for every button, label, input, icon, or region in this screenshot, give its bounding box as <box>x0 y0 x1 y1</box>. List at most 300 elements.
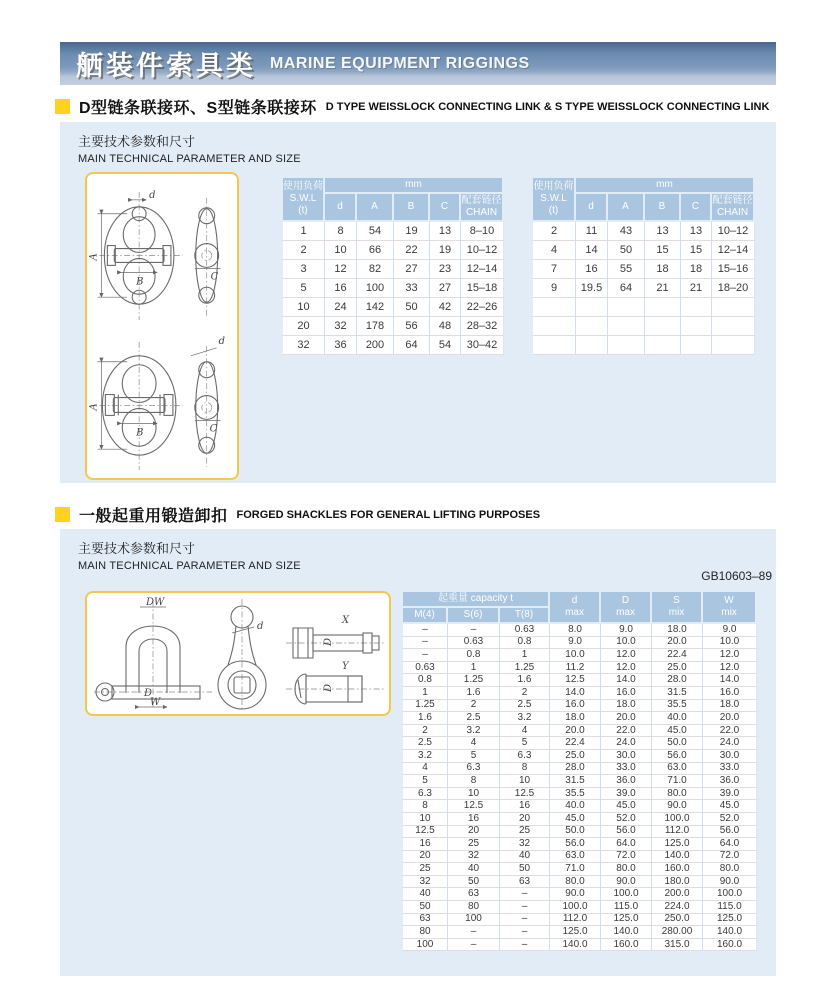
table-cell: 40 <box>500 851 550 864</box>
table-cell: 16 <box>576 260 608 279</box>
dim-label-A: A <box>88 253 100 261</box>
table-cell: 71.0 <box>550 863 601 876</box>
table-row <box>403 888 757 901</box>
table-cell: 10 <box>500 775 550 788</box>
chain-header: 配套链径 CHAIN <box>712 194 755 222</box>
table-cell: 12.5 <box>500 788 550 801</box>
table-cell: 2.5 <box>403 737 448 750</box>
table-cell <box>681 298 712 317</box>
connecting-link-drawing-box <box>85 172 239 480</box>
table-row <box>403 737 757 750</box>
subtitle-en: MAIN TECHNICAL PARAMETER AND SIZE <box>78 560 301 572</box>
table-cell: 80.0 <box>703 863 757 876</box>
table-cell: 1.6 <box>448 687 500 700</box>
col-A: A <box>608 194 645 222</box>
table-cell: 100.0 <box>601 888 652 901</box>
table-row <box>403 662 757 675</box>
table-cell: 36.0 <box>703 775 757 788</box>
table-cell: 16 <box>500 800 550 813</box>
col-S-mix: S mix <box>652 592 703 624</box>
table-cell: 64 <box>608 279 645 298</box>
table-cell: 2 <box>533 222 576 241</box>
table-cell: 140.0 <box>601 926 652 939</box>
table-cell: 125.0 <box>601 914 652 927</box>
table-cell: 39.0 <box>601 788 652 801</box>
table-cell: 7 <box>533 260 576 279</box>
swl-header: 使用负荷 S.W.L (t) <box>533 178 576 222</box>
table-cell: 48 <box>430 317 461 336</box>
table-cell: – <box>403 649 448 662</box>
dim-label-C: C <box>210 271 219 283</box>
table-cell: 0.8 <box>448 649 500 662</box>
d-type-link-drawing <box>87 176 237 326</box>
table-cell: 28.0 <box>550 763 601 776</box>
table-cell: 32 <box>283 336 325 355</box>
table-cell: 80.0 <box>550 876 601 889</box>
col-B: B <box>645 194 681 222</box>
table-cell: 33 <box>394 279 430 298</box>
pin-x-label: X <box>342 614 350 626</box>
table-cell: 6.3 <box>403 788 448 801</box>
table-cell: 80 <box>448 901 500 914</box>
table-cell: 72.0 <box>601 851 652 864</box>
table-cell: 6.3 <box>448 763 500 776</box>
table-cell: 27 <box>430 279 461 298</box>
subtitle-zh: 主要技术参数和尺寸 <box>78 541 196 556</box>
dim-label-d: d <box>149 189 156 201</box>
table-cell: 10.0 <box>550 649 601 662</box>
table-cell: 100.0 <box>703 888 757 901</box>
table-cell: 1.25 <box>500 662 550 675</box>
table-cell: 56 <box>394 317 430 336</box>
table-cell: 22–26 <box>461 298 504 317</box>
table-row <box>403 637 757 650</box>
table-cell: 71.0 <box>652 775 703 788</box>
table-cell: 15–18 <box>461 279 504 298</box>
dim-label-d: d <box>218 335 225 347</box>
table-cell: 9.0 <box>550 637 601 650</box>
subtitle-zh: 主要技术参数和尺寸 <box>78 134 196 149</box>
table-cell: 100.0 <box>652 813 703 826</box>
table-row <box>403 750 757 763</box>
table-cell: 10 <box>403 813 448 826</box>
section1-subtitle <box>78 131 301 165</box>
table-cell: 11.2 <box>550 662 601 675</box>
table-row <box>533 279 755 298</box>
table-cell: 4 <box>500 725 550 738</box>
table-cell: 1 <box>448 662 500 675</box>
table-cell: 140.0 <box>550 939 601 952</box>
table-cell: 21 <box>645 279 681 298</box>
table-cell: 8 <box>403 800 448 813</box>
table-cell: 125.0 <box>652 838 703 851</box>
table-cell: – <box>403 637 448 650</box>
table-row <box>283 279 504 298</box>
table-row <box>533 260 755 279</box>
table-cell <box>712 317 755 336</box>
section2-panel <box>60 529 776 976</box>
section2-subtitle <box>78 538 301 572</box>
table-cell <box>608 317 645 336</box>
table-cell: 200.0 <box>652 888 703 901</box>
table-cell: 24 <box>325 298 357 317</box>
table-cell: 100.0 <box>550 901 601 914</box>
table-cell: 63 <box>403 914 448 927</box>
table-cell: 56.0 <box>652 750 703 763</box>
table-cell: 125.0 <box>550 926 601 939</box>
table-cell: 16 <box>325 279 357 298</box>
capacity-header: 起重量 capacity t <box>403 592 550 608</box>
table-cell: 1 <box>500 649 550 662</box>
table-cell: 19 <box>394 222 430 241</box>
table-cell: 25 <box>500 826 550 839</box>
table-cell: 40 <box>403 888 448 901</box>
table-row <box>533 241 755 260</box>
table-cell: 28–32 <box>461 317 504 336</box>
table-cell: 21 <box>681 279 712 298</box>
table-row <box>283 222 504 241</box>
table-cell: – <box>500 901 550 914</box>
table-cell <box>576 317 608 336</box>
table-cell: 52.0 <box>601 813 652 826</box>
table-cell: 18.0 <box>601 700 652 713</box>
section1-title-en: D TYPE WEISSLOCK CONNECTING LINK & S TYPE WEISSLOCK CONNECTING LINK <box>325 100 770 113</box>
table-cell: 12 <box>325 260 357 279</box>
col-M4: M(4) <box>403 608 448 624</box>
table-cell: 45.0 <box>601 800 652 813</box>
table-cell: 178 <box>357 317 394 336</box>
table-row <box>403 624 757 637</box>
table-cell: 15 <box>645 241 681 260</box>
table-cell: 5 <box>448 750 500 763</box>
table-cell: 13 <box>681 222 712 241</box>
table-cell: 8.0 <box>550 624 601 637</box>
table-cell <box>681 336 712 355</box>
table-cell <box>608 336 645 355</box>
table-cell: 13 <box>430 222 461 241</box>
table-cell: 18.0 <box>652 624 703 637</box>
table-cell: 45.0 <box>550 813 601 826</box>
table-cell: 33.0 <box>601 763 652 776</box>
table-row <box>403 712 757 725</box>
table-cell: 32 <box>448 851 500 864</box>
table-cell: 15–16 <box>712 260 755 279</box>
table-cell: 32 <box>325 317 357 336</box>
table-cell: 250.0 <box>652 914 703 927</box>
table-cell: 15 <box>681 241 712 260</box>
table-cell: 12.5 <box>448 800 500 813</box>
col-C: C <box>430 194 461 222</box>
table-cell: 16 <box>448 813 500 826</box>
table-cell <box>712 336 755 355</box>
table-row <box>403 863 757 876</box>
table-cell: 32 <box>403 876 448 889</box>
table-cell: 63 <box>448 888 500 901</box>
col-d-max: d max <box>550 592 601 624</box>
table-cell <box>608 298 645 317</box>
table-cell: 55 <box>608 260 645 279</box>
table-cell: 18 <box>681 260 712 279</box>
table-cell: 50 <box>448 876 500 889</box>
table-row <box>533 336 755 355</box>
table-cell: 0.63 <box>500 624 550 637</box>
table-row <box>403 939 757 952</box>
chain-header: 配套链径 CHAIN <box>461 194 504 222</box>
table-cell: 63.0 <box>652 763 703 776</box>
table-cell: 90.0 <box>550 888 601 901</box>
table-cell: 20.0 <box>550 725 601 738</box>
table-cell: 22.0 <box>601 725 652 738</box>
table-cell: 4 <box>403 763 448 776</box>
section2-title-zh: 一般起重用锻造卸扣 <box>79 508 228 525</box>
table-cell: 140.0 <box>703 926 757 939</box>
table-cell: 9.0 <box>601 624 652 637</box>
table-cell: 30.0 <box>703 750 757 763</box>
table-cell: 50 <box>394 298 430 317</box>
banner-title-en: MARINE EQUIPMENT RIGGINGS <box>270 54 530 72</box>
table-cell: 12.5 <box>403 826 448 839</box>
table-cell: 9 <box>533 279 576 298</box>
table-cell: 20 <box>500 813 550 826</box>
table-cell: 13 <box>645 222 681 241</box>
col-S6: S(6) <box>448 608 500 624</box>
table-cell: 112.0 <box>652 826 703 839</box>
table-cell: 22.4 <box>550 737 601 750</box>
table-row <box>403 687 757 700</box>
table-cell: 115.0 <box>703 901 757 914</box>
table-cell: 64.0 <box>601 838 652 851</box>
table-row <box>403 800 757 813</box>
table-cell: 100 <box>448 914 500 927</box>
table-cell: 315.0 <box>652 939 703 952</box>
table-cell: 14.0 <box>550 687 601 700</box>
table-cell: 45.0 <box>703 800 757 813</box>
table-cell: 40.0 <box>652 712 703 725</box>
table-cell: 6.3 <box>500 750 550 763</box>
table-cell: – <box>448 926 500 939</box>
banner-title-zh: 舾装件索具类 <box>76 51 256 81</box>
table-cell: 18.0 <box>703 700 757 713</box>
table-cell: 20.0 <box>601 712 652 725</box>
table-cell: 5 <box>500 737 550 750</box>
table-cell: 63.0 <box>550 851 601 864</box>
table-cell: 115.0 <box>601 901 652 914</box>
table-cell: 50 <box>608 241 645 260</box>
table-cell: 20.0 <box>652 637 703 650</box>
table-cell: – <box>500 939 550 952</box>
table-cell: 1 <box>403 687 448 700</box>
table-cell: 5 <box>403 775 448 788</box>
section1-panel <box>60 122 776 483</box>
table-cell: 56.0 <box>601 826 652 839</box>
table-cell: 12.5 <box>550 674 601 687</box>
table-cell: 8 <box>500 763 550 776</box>
table-cell: 36 <box>325 336 357 355</box>
table-cell: 10 <box>448 788 500 801</box>
table-cell <box>576 298 608 317</box>
table-cell: 0.63 <box>403 662 448 675</box>
s-type-link-table <box>533 178 755 355</box>
table-cell: 40.0 <box>550 800 601 813</box>
table-cell: 22.0 <box>703 725 757 738</box>
table-cell: 1.25 <box>403 700 448 713</box>
table-cell: 8–10 <box>461 222 504 241</box>
table-cell: 64.0 <box>703 838 757 851</box>
table-cell: – <box>448 624 500 637</box>
table-row <box>403 901 757 914</box>
table-cell: 12–14 <box>461 260 504 279</box>
table-cell <box>576 336 608 355</box>
table-row <box>403 838 757 851</box>
table-cell: 16.0 <box>703 687 757 700</box>
table-cell: 224.0 <box>652 901 703 914</box>
page-banner <box>60 42 776 85</box>
table-cell: 10.0 <box>703 637 757 650</box>
table-cell <box>533 317 576 336</box>
table-cell: 16.0 <box>550 700 601 713</box>
table-cell: 19 <box>430 241 461 260</box>
table-cell: 1.6 <box>500 674 550 687</box>
table-cell: 12.0 <box>703 662 757 675</box>
table-cell: 22 <box>394 241 430 260</box>
table-cell: 100 <box>357 279 394 298</box>
table-cell: 18.0 <box>550 712 601 725</box>
table-cell: 4 <box>448 737 500 750</box>
col-D-max: D max <box>601 592 652 624</box>
yellow-square-bullet-icon <box>55 99 70 114</box>
table-cell: 90.0 <box>652 800 703 813</box>
col-C: C <box>681 194 712 222</box>
table-cell: 10–12 <box>461 241 504 260</box>
standard-number: GB10603–89 <box>701 569 772 583</box>
table-cell: 10 <box>325 241 357 260</box>
table-cell: 54 <box>357 222 394 241</box>
table-cell: 23 <box>430 260 461 279</box>
table-cell: 160.0 <box>703 939 757 952</box>
table-cell: – <box>500 914 550 927</box>
table-cell: 11 <box>576 222 608 241</box>
table-row <box>533 222 755 241</box>
table-cell <box>645 336 681 355</box>
table-cell <box>645 298 681 317</box>
table-row <box>283 336 504 355</box>
dim-label-D: D <box>323 683 334 692</box>
table-row <box>283 317 504 336</box>
table-cell: 9.0 <box>703 624 757 637</box>
table-cell: 16.0 <box>601 687 652 700</box>
table-cell: 90.0 <box>601 876 652 889</box>
table-cell: 50.0 <box>550 826 601 839</box>
table-cell: 36.0 <box>601 775 652 788</box>
table-cell: 3.2 <box>500 712 550 725</box>
table-cell: 160.0 <box>652 863 703 876</box>
table-cell: 22.4 <box>652 649 703 662</box>
table-cell: 14.0 <box>601 674 652 687</box>
table-row <box>533 317 755 336</box>
table-cell: 18–20 <box>712 279 755 298</box>
table-cell: 72.0 <box>703 851 757 864</box>
section2-header <box>55 503 540 526</box>
yellow-square-bullet-icon <box>55 507 70 522</box>
table-cell: 25.0 <box>652 662 703 675</box>
dim-label-W: W <box>150 696 161 708</box>
table-cell <box>681 317 712 336</box>
shackle-drawing-box <box>85 591 391 716</box>
table-row <box>403 813 757 826</box>
section1-header <box>55 95 769 118</box>
table-cell <box>712 298 755 317</box>
table-row <box>403 775 757 788</box>
table-cell: – <box>448 939 500 952</box>
table-row <box>283 298 504 317</box>
table-cell: 56.0 <box>550 838 601 851</box>
mm-header: mm <box>576 178 755 194</box>
table-cell: 27 <box>394 260 430 279</box>
table-cell: 0.8 <box>500 637 550 650</box>
col-A: A <box>357 194 394 222</box>
table-row <box>403 674 757 687</box>
pin-y-label: Y <box>342 660 349 672</box>
table-cell: 1.25 <box>448 674 500 687</box>
table-cell: 160.0 <box>601 939 652 952</box>
table-cell: 31.5 <box>550 775 601 788</box>
table-cell: 0.63 <box>448 637 500 650</box>
table-row <box>403 788 757 801</box>
table-row <box>403 876 757 889</box>
col-d: d <box>325 194 357 222</box>
swl-header: 使用负荷 S.W.L (t) <box>283 178 325 222</box>
table-cell: 35.5 <box>550 788 601 801</box>
table-cell: 112.0 <box>550 914 601 927</box>
table-cell: 8 <box>448 775 500 788</box>
s-type-link-drawing <box>87 326 237 476</box>
table-cell: 24.0 <box>703 737 757 750</box>
table-cell: 1 <box>283 222 325 241</box>
table-cell: 2 <box>403 725 448 738</box>
table-cell: 10.0 <box>601 637 652 650</box>
dim-label-D: D <box>323 637 334 646</box>
table-cell: 12–14 <box>712 241 755 260</box>
table-cell: 43 <box>608 222 645 241</box>
table-cell: 35.5 <box>652 700 703 713</box>
table-cell: 80 <box>403 926 448 939</box>
table-cell: 180.0 <box>652 876 703 889</box>
dim-label-B: B <box>136 427 144 439</box>
col-T8: T(8) <box>500 608 550 624</box>
table-cell: 31.5 <box>652 687 703 700</box>
section2-title-en: FORGED SHACKLES FOR GENERAL LIFTING PURPOSES <box>236 508 541 521</box>
col-W-mix: W mix <box>703 592 757 624</box>
table-cell: – <box>403 624 448 637</box>
table-row <box>283 241 504 260</box>
table-cell: 19.5 <box>576 279 608 298</box>
table-cell: 54 <box>430 336 461 355</box>
mm-header: mm <box>325 178 504 194</box>
dim-label-B: B <box>136 276 144 288</box>
table-cell: – <box>500 926 550 939</box>
table-cell: 200 <box>357 336 394 355</box>
table-cell: 125.0 <box>703 914 757 927</box>
table-cell: 82 <box>357 260 394 279</box>
table-cell: 63 <box>500 876 550 889</box>
table-cell: 20 <box>403 851 448 864</box>
dim-label-C: C <box>209 423 218 435</box>
table-cell: 56.0 <box>703 826 757 839</box>
table-cell: 80.0 <box>652 788 703 801</box>
table-cell: 33.0 <box>703 763 757 776</box>
table-cell: 2 <box>448 700 500 713</box>
col-d: d <box>576 194 608 222</box>
